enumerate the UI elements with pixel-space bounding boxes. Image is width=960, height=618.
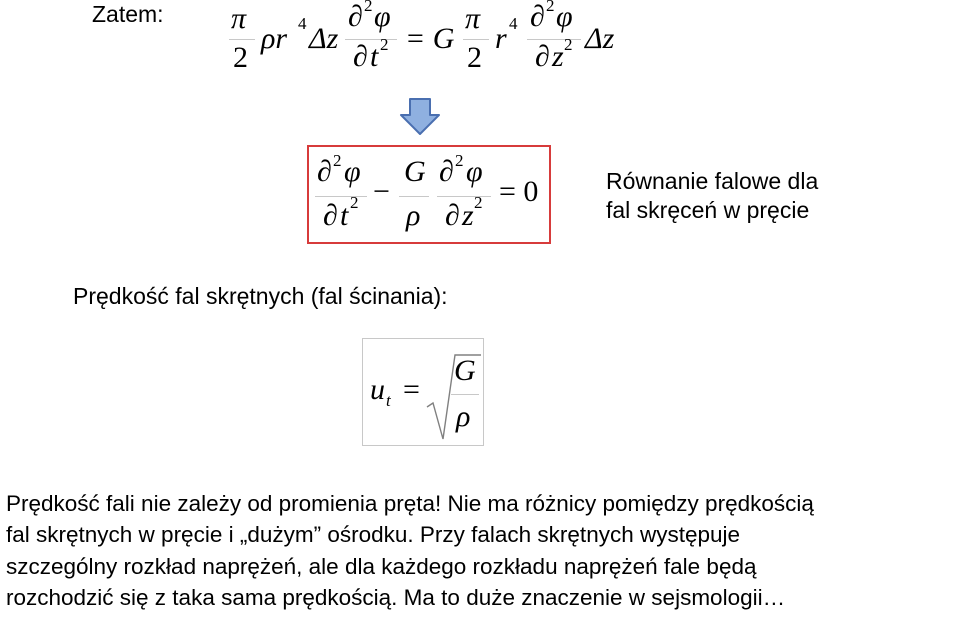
eq1-exp4: 4 — [298, 14, 307, 33]
speed-formula-box — [362, 338, 484, 446]
eq3-g: G — [454, 354, 476, 387]
eq2-rho: ρ — [406, 199, 421, 232]
eq1-delta-z-2: Δz — [585, 22, 615, 55]
eq2-phi: φ — [344, 155, 361, 188]
eq2-partial-bottom: ∂ — [323, 199, 338, 232]
eq1-partial-bottom: ∂ — [353, 40, 368, 73]
eq1-exp2-top: 2 — [364, 0, 373, 15]
eq2-exp2-top: 2 — [333, 151, 342, 170]
eq1-pi: π — [231, 2, 247, 35]
eq2-exp2-bottom: 2 — [350, 193, 359, 212]
eq1-exp4-2: 4 — [509, 14, 518, 33]
paragraph-line-2: fal skrętnych w pręcie i „dużym” ośrodku. Przy falach skrętnych występuje — [6, 522, 741, 547]
eq3-sub-t: t — [386, 391, 391, 410]
eq2-g: G — [404, 155, 426, 188]
eq1-partial-top: ∂ — [348, 0, 363, 33]
eq2-t: t — [340, 199, 349, 232]
eq1-r: r — [495, 22, 507, 55]
eq1-partial-bottom-2: ∂ — [535, 40, 550, 73]
down-arrow-icon — [397, 97, 443, 137]
paragraph-line-4: rozchodzić się z taka sama prędkością. Ma to duże znaczenie w sejsmologii… — [6, 585, 786, 610]
eq2-minus: − — [373, 175, 390, 208]
eq1-exp2-bottom-2: 2 — [564, 35, 573, 54]
zatem-label: Zatem: — [92, 1, 164, 27]
eq2-exp2-top-2: 2 — [455, 151, 464, 170]
eq1-two: 2 — [233, 41, 248, 74]
eq3-equals: = — [403, 373, 420, 406]
speed-heading: Prędkość fal skrętnych (fal ścinania): — [73, 283, 448, 309]
eq3-u: u — [370, 373, 385, 406]
eq2-partial-bottom-2: ∂ — [445, 199, 460, 232]
wave-equation-caption-line1: Równanie falowe dla — [606, 168, 819, 194]
eq1-partial-top-2: ∂ — [530, 0, 545, 33]
eq3-rho: ρ — [456, 400, 471, 433]
eq1-phi-2: φ — [556, 0, 573, 33]
eq1-equals-g: = G — [405, 22, 455, 55]
paragraph-line-1: Prędkość fali nie zależy od promienia pręta! Nie ma różnicy pomiędzy prędkością — [6, 491, 814, 516]
eq2-exp2-bottom-2: 2 — [474, 193, 483, 212]
eq2-phi-2: φ — [466, 155, 483, 188]
eq2-z: z — [462, 199, 474, 232]
wave-equation-box — [307, 145, 551, 244]
eq1-z: z — [552, 40, 564, 73]
equation-1 — [225, 0, 625, 80]
eq2-partial-top: ∂ — [317, 155, 332, 188]
eq2-partial-top-2: ∂ — [439, 155, 454, 188]
eq1-pi-2: π — [465, 2, 481, 35]
eq1-two-2: 2 — [467, 41, 482, 74]
eq1-delta-z: Δz — [309, 22, 339, 55]
eq1-phi: φ — [374, 0, 391, 33]
wave-equation-caption-line2: fal skręceń w pręcie — [606, 197, 810, 223]
eq1-rho-r: ρr — [261, 22, 288, 55]
eq2-equals-zero: = 0 — [499, 175, 539, 208]
eq1-exp2-top-2: 2 — [546, 0, 555, 15]
eq1-exp2-bottom: 2 — [380, 35, 389, 54]
eq1-t: t — [370, 40, 379, 73]
paragraph-line-3: szczególny rozkład naprężeń, ale dla każdego rozkładu naprężeń fale będą — [6, 554, 757, 579]
